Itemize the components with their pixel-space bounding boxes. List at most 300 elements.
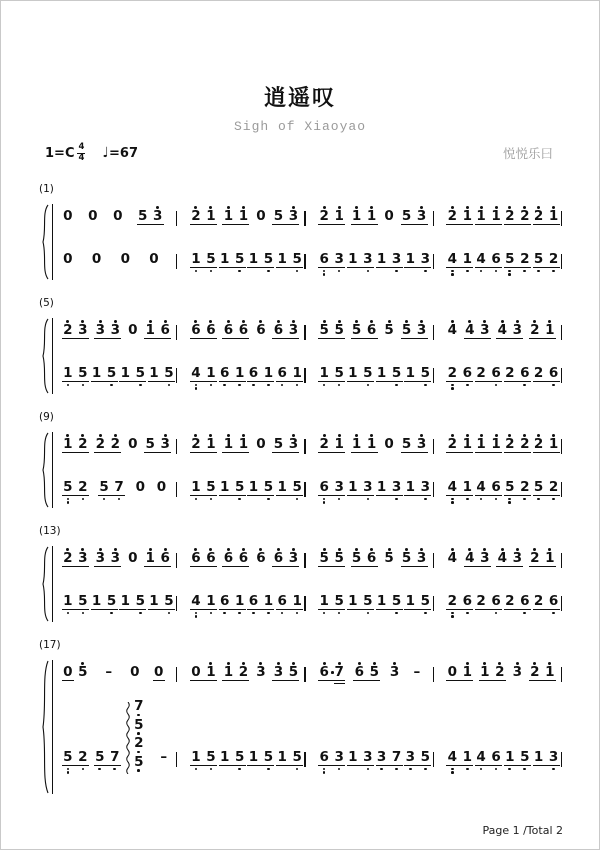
note: 1 — [277, 479, 287, 496]
beat-group — [254, 318, 267, 347]
note: 1 — [405, 479, 416, 496]
melody-line — [438, 204, 566, 233]
beat-group — [318, 660, 346, 689]
note: 2 — [95, 436, 105, 453]
beat-group — [61, 475, 89, 504]
beat-group — [119, 247, 132, 276]
note: 5 — [61, 745, 74, 774]
beam-line — [475, 495, 502, 497]
note: 5 — [105, 589, 118, 618]
beat-group — [144, 432, 172, 461]
note: 6 — [461, 361, 474, 390]
note: 0 — [91, 251, 102, 268]
beat-group — [446, 745, 474, 774]
note: 6 — [490, 247, 503, 276]
beam-line — [247, 609, 274, 611]
beat-group — [222, 318, 250, 347]
note: 1 — [348, 479, 358, 496]
note: 1 — [348, 749, 358, 766]
note: 2 — [76, 745, 89, 774]
beat-group — [254, 660, 267, 689]
note: 0 — [256, 436, 266, 453]
measure — [438, 432, 566, 508]
accompaniment-line — [310, 247, 438, 276]
note: – — [413, 664, 421, 681]
note: 3 — [480, 550, 490, 567]
beam-line — [219, 381, 246, 383]
note: 1 — [145, 322, 155, 339]
note: 3 — [416, 208, 427, 225]
beat-group — [404, 589, 432, 618]
note: 2 — [476, 365, 486, 382]
note: 5 — [319, 550, 329, 567]
note: 1 — [238, 208, 249, 225]
beat-group — [446, 361, 474, 390]
note: 1 — [189, 745, 202, 774]
note: 0 — [384, 208, 394, 225]
beat-group — [94, 432, 122, 461]
note: 5 — [333, 361, 346, 390]
beat-group — [272, 660, 300, 689]
note: 2 — [319, 208, 329, 225]
beat-group — [383, 204, 396, 233]
beam-line — [148, 381, 175, 383]
beam-line — [222, 338, 249, 340]
beam-line — [533, 267, 560, 269]
note: 6 — [354, 664, 365, 681]
note: 5 — [76, 361, 89, 390]
beat-group — [61, 204, 74, 233]
note: 1 — [351, 436, 362, 453]
note: 1 — [262, 589, 275, 618]
note: 1 — [461, 745, 474, 774]
note: 5 — [61, 475, 74, 504]
note: 2 — [520, 436, 530, 453]
beat-group — [90, 247, 103, 276]
note: 5 — [163, 361, 176, 390]
note: 4 — [475, 247, 488, 276]
beam-line — [351, 338, 378, 340]
accompaniment-line — [53, 589, 181, 618]
beam-line — [148, 609, 175, 611]
note: 1 — [376, 365, 387, 382]
note: 2 — [530, 550, 540, 567]
note: 3 — [78, 550, 88, 567]
beat-group — [128, 660, 141, 689]
note: 5 — [351, 550, 362, 567]
beat-group — [126, 432, 139, 461]
beat-group — [400, 432, 428, 461]
note: 1 — [145, 550, 155, 567]
accompaniment-line — [53, 698, 181, 774]
note: 6 — [461, 589, 474, 618]
beat-group — [408, 660, 425, 689]
beat-group — [189, 204, 217, 233]
beam-line — [318, 765, 345, 767]
beam-line — [318, 495, 345, 497]
system-block — [39, 639, 566, 794]
note: 5 — [76, 589, 89, 618]
beam-line — [219, 495, 246, 497]
note: 1 — [206, 208, 216, 225]
beat-group — [144, 546, 172, 575]
beam-line — [347, 495, 374, 497]
note: 1 — [233, 361, 246, 390]
note: 4 — [475, 475, 488, 504]
accompaniment-line — [438, 475, 566, 504]
note: 3 — [390, 475, 403, 504]
beat-group — [218, 361, 246, 390]
beam-line — [475, 609, 502, 611]
beat-group — [61, 432, 89, 461]
beat-group — [318, 318, 346, 347]
beat-group — [318, 204, 346, 233]
beam-line — [347, 267, 374, 269]
note: 6 — [518, 589, 531, 618]
accompaniment-line — [181, 475, 309, 504]
beam-line — [318, 452, 345, 454]
melody-line — [181, 546, 309, 575]
note: 5 — [262, 745, 275, 774]
note: 1 — [366, 436, 377, 453]
note: 6 — [247, 361, 260, 390]
system-block — [39, 297, 566, 394]
beam-line — [496, 566, 523, 568]
time-signature-denominator: 4 — [78, 152, 85, 163]
note: 5 — [419, 745, 432, 774]
beat-group — [383, 546, 396, 575]
music-system — [39, 660, 566, 794]
note: 0 — [113, 208, 123, 225]
beat-group — [503, 361, 531, 390]
beat-group — [272, 432, 300, 461]
beam-line — [533, 381, 560, 383]
beam-line — [272, 338, 299, 340]
beat-group — [276, 247, 304, 276]
quarter-note-icon: ♩ — [102, 145, 110, 162]
staff-brace-icon — [40, 660, 50, 794]
beat-group — [318, 546, 346, 575]
note: 6 — [366, 322, 377, 339]
note: 2 — [495, 664, 505, 681]
note: 3 — [512, 550, 522, 567]
note: 6 — [490, 589, 503, 618]
note: 1 — [63, 436, 73, 453]
note: 2 — [533, 208, 544, 225]
note: 2 — [530, 664, 540, 681]
note: 1 — [405, 593, 416, 610]
beam-line — [153, 680, 165, 682]
beat-group — [400, 546, 428, 575]
note: 6 — [318, 475, 331, 504]
note: 1 — [206, 436, 216, 453]
beam-line — [222, 680, 249, 682]
beam-line — [62, 381, 89, 383]
note: 2 — [446, 589, 459, 618]
note: 6 — [518, 361, 531, 390]
note: 2 — [446, 361, 459, 390]
beat-group — [318, 589, 346, 618]
measure — [310, 546, 438, 622]
measure — [53, 546, 181, 622]
beat-group — [446, 432, 474, 461]
note: 3 — [153, 208, 163, 225]
note: 6 — [191, 550, 201, 567]
beam-line — [222, 566, 249, 568]
note: 1 — [277, 749, 287, 766]
beam-line — [137, 224, 164, 226]
note: 3 — [273, 664, 284, 681]
beam-line — [401, 224, 428, 226]
beam-line — [98, 495, 125, 497]
beat-group — [503, 432, 531, 461]
page-number-text: Page 1 /Total 2 — [482, 824, 563, 837]
note: 6 — [223, 550, 234, 567]
note: 6 — [318, 247, 331, 276]
music-system — [39, 432, 566, 508]
beat-group — [247, 475, 275, 504]
accompaniment-line — [53, 361, 181, 390]
note: 6 — [206, 550, 216, 567]
beam-line — [276, 765, 303, 767]
beat-group — [404, 247, 432, 276]
beat-group — [86, 204, 99, 233]
accompaniment-line — [53, 475, 181, 504]
note: 4 — [447, 550, 458, 567]
beat-group — [318, 432, 346, 461]
note: 1 — [91, 593, 102, 610]
beat-group — [446, 204, 474, 233]
beat-group — [148, 247, 161, 276]
beat-group — [318, 247, 346, 276]
note: 1 — [405, 365, 416, 382]
arpeggio-chord — [125, 698, 151, 774]
note: 5 — [132, 756, 145, 775]
melody-line — [310, 432, 438, 461]
beam-line — [401, 566, 428, 568]
note: 3 — [288, 208, 299, 225]
beat-group — [189, 318, 217, 347]
note: 6 — [191, 322, 201, 339]
beat-group — [475, 432, 503, 461]
beam-line — [272, 452, 299, 454]
note: 1 — [189, 475, 202, 504]
beam-line — [464, 338, 491, 340]
beam-line — [272, 566, 299, 568]
beat-group — [350, 318, 378, 347]
beam-line — [119, 609, 146, 611]
note: 1 — [503, 745, 516, 774]
measure — [438, 546, 566, 622]
melody-line — [438, 432, 566, 461]
note: 1 — [545, 322, 555, 339]
beat-group — [400, 318, 428, 347]
beat-group — [532, 247, 560, 276]
note: 2 — [533, 365, 544, 382]
note: 2 — [530, 322, 540, 339]
measure — [181, 204, 309, 280]
beat-group — [254, 204, 267, 233]
note: 1 — [223, 208, 234, 225]
note: 5 — [334, 322, 344, 339]
measure — [310, 318, 438, 394]
note: 5 — [291, 247, 304, 276]
beam-line — [62, 680, 74, 682]
note: 0 — [128, 322, 138, 339]
beat-group — [189, 546, 217, 575]
beam-line — [272, 224, 299, 226]
note: 5 — [132, 719, 145, 738]
beam-line — [404, 381, 431, 383]
note: 2 — [505, 436, 515, 453]
note: 5 — [503, 247, 516, 276]
note: 5 — [262, 475, 275, 504]
measure — [53, 660, 181, 794]
note: 6 — [318, 660, 331, 689]
beam-line — [376, 495, 403, 497]
beam-line — [347, 765, 374, 767]
beam-line — [318, 267, 345, 269]
beam-line — [190, 566, 217, 568]
note: 2 — [78, 436, 88, 453]
note: 6 — [273, 322, 284, 339]
measure — [53, 204, 181, 280]
beat-group — [503, 475, 531, 504]
beam-line — [351, 566, 378, 568]
beam-line — [144, 452, 171, 454]
accompaniment-line — [181, 589, 309, 618]
note: 1 — [220, 251, 230, 268]
note: 3 — [390, 247, 403, 276]
note: 3 — [404, 745, 417, 774]
beat-group — [222, 660, 250, 689]
beat-group — [222, 432, 250, 461]
measure-number-label: (13) — [39, 525, 61, 538]
beat-group — [100, 660, 117, 689]
beat-group — [189, 589, 217, 618]
beam-line — [318, 566, 345, 568]
measure — [53, 318, 181, 394]
beat-group — [144, 318, 172, 347]
beam-line — [318, 338, 345, 340]
accompaniment-line — [181, 361, 309, 390]
note: 6 — [160, 550, 170, 567]
measure — [310, 432, 438, 508]
note: 1 — [462, 436, 473, 453]
note: 6 — [366, 550, 377, 567]
note: 5 — [401, 322, 412, 339]
note: 1 — [318, 589, 331, 618]
note: 1 — [91, 365, 102, 382]
beam-line — [404, 609, 431, 611]
beam-line — [219, 765, 246, 767]
note: 6 — [490, 475, 503, 504]
beat-group — [346, 247, 374, 276]
note: 1 — [291, 589, 304, 618]
beam-line — [276, 381, 303, 383]
note: 3 — [333, 247, 346, 276]
note: 1 — [120, 593, 130, 610]
beam-line — [376, 381, 403, 383]
note: 5 — [291, 475, 304, 504]
note: 1 — [376, 479, 387, 496]
beat-group — [503, 247, 531, 276]
note: 3 — [78, 322, 88, 339]
accompaniment-line — [310, 361, 438, 390]
measure — [438, 318, 566, 394]
note: 1 — [61, 589, 74, 618]
beam-line — [446, 452, 473, 454]
note: 4 — [446, 475, 459, 504]
beat-group — [276, 475, 304, 504]
beat-group — [404, 361, 432, 390]
note: 1 — [491, 436, 501, 453]
note: 1 — [491, 208, 501, 225]
note: 3 — [361, 247, 374, 276]
beam-line — [533, 495, 560, 497]
key-signature: 1=C — [45, 145, 75, 161]
accompaniment-line — [310, 745, 438, 774]
measure — [438, 204, 566, 280]
note: 1 — [248, 251, 259, 268]
beam-line — [190, 495, 217, 497]
beam-line — [533, 452, 560, 454]
note: 2 — [547, 475, 560, 504]
beam-line — [247, 495, 274, 497]
note: 6 — [206, 322, 216, 339]
beam-line — [222, 224, 249, 226]
beam-line — [247, 381, 274, 383]
staff-brace — [39, 660, 51, 794]
beat-group — [61, 660, 89, 689]
note: 7 — [333, 660, 346, 689]
note: 6 — [276, 589, 289, 618]
note: 6 — [160, 322, 170, 339]
note: 5 — [145, 436, 155, 453]
note: 1 — [204, 361, 217, 390]
beat-group — [532, 745, 560, 774]
beam-line — [446, 765, 473, 767]
beat-group — [346, 589, 374, 618]
beat-group — [446, 475, 474, 504]
note: 3 — [288, 322, 299, 339]
note: 0 — [149, 251, 159, 268]
note: 5 — [532, 247, 545, 276]
note: 1 — [348, 365, 358, 382]
beat-group — [218, 475, 246, 504]
beat-group — [503, 589, 531, 618]
note: 1 — [351, 208, 362, 225]
beat-group — [111, 204, 124, 233]
note: 5 — [233, 475, 246, 504]
beat-group — [375, 361, 403, 390]
beat-group — [134, 475, 147, 504]
beat-group — [155, 475, 168, 504]
note: 2 — [518, 475, 531, 504]
note: 3 — [512, 322, 522, 339]
beat-group — [189, 247, 217, 276]
beat-group — [375, 589, 403, 618]
beat-group — [375, 247, 403, 276]
note: 3 — [480, 322, 490, 339]
melody-line — [310, 546, 438, 575]
note: 1 — [149, 593, 159, 610]
beat-group — [189, 361, 217, 390]
staff-brace — [39, 546, 51, 622]
note: 1 — [149, 365, 159, 382]
note: 1 — [476, 208, 486, 225]
beat-group — [61, 318, 89, 347]
